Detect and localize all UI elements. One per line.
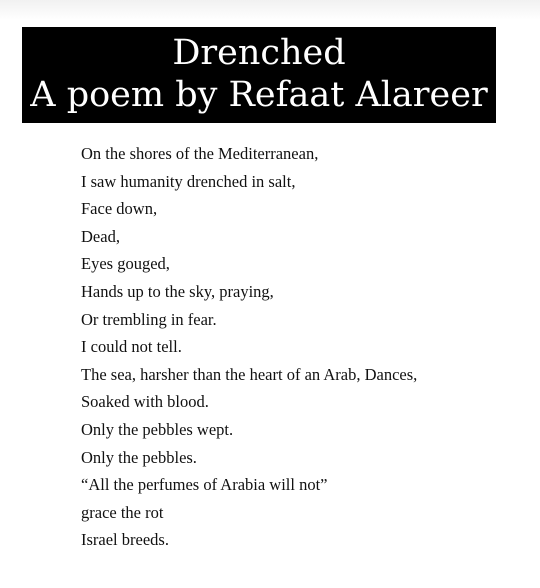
poem-line: Only the pebbles.	[81, 447, 197, 467]
title-banner	[22, 27, 496, 123]
poem-line: “All the perfumes of Arabia will not”	[81, 475, 328, 495]
poem-line: Israel breeds.	[81, 530, 169, 550]
poem-line: Eyes gouged,	[81, 254, 170, 274]
poem-line: Hands up to the sky, praying,	[81, 281, 274, 301]
poem-line: grace the rot	[81, 502, 164, 522]
poem-line: Soaked with blood.	[81, 392, 209, 412]
poem-line: I saw humanity drenched in salt,	[81, 171, 296, 191]
poem-body	[81, 140, 521, 554]
poem-line: Dead,	[81, 226, 120, 246]
top-edge-shade	[0, 0, 540, 20]
poem-byline: A poem by Refaat Alareer	[30, 75, 488, 115]
poem-line: The sea, harsher than the heart of an Arab, Dances,	[81, 364, 418, 384]
poem-line: On the shores of the Mediterranean,	[81, 144, 319, 163]
poem-line: Or trembling in fear.	[81, 309, 217, 329]
poem-line: Only the pebbles wept.	[81, 419, 234, 439]
poem-line: Face down,	[81, 199, 158, 219]
poem-line: I could not tell.	[81, 337, 182, 357]
poem-title: Drenched	[172, 33, 346, 73]
